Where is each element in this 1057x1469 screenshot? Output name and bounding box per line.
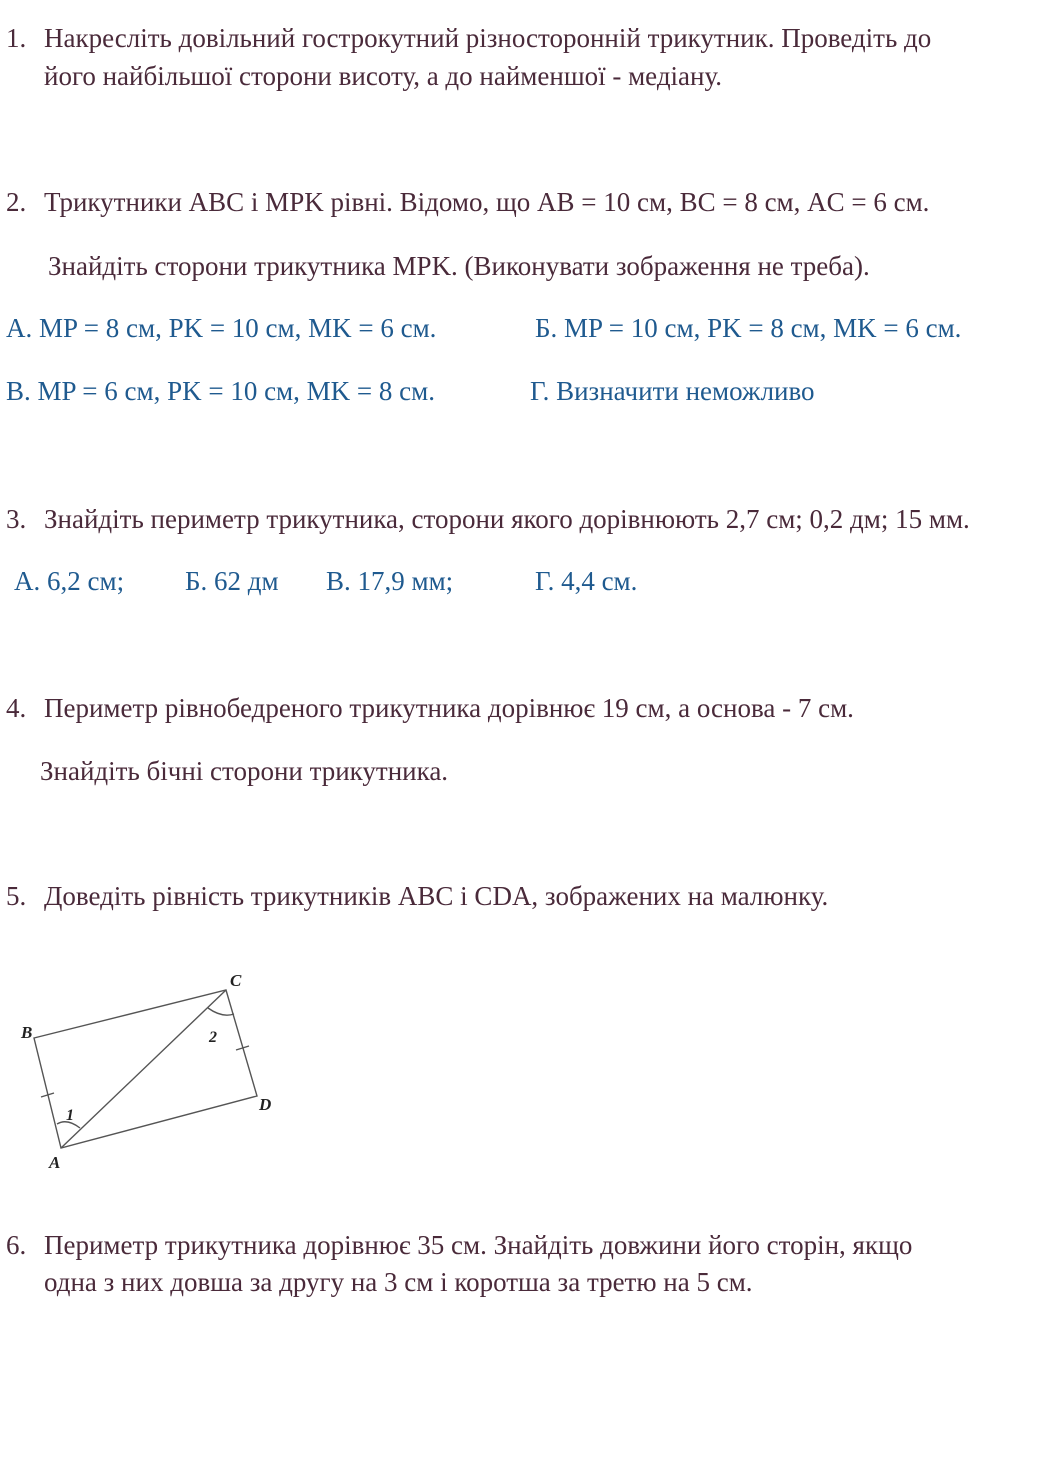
q1-line1 (6, 22, 931, 54)
q2-option-d: Г. Визначити неможливо (530, 376, 815, 406)
q3-option-c: В. 17,9 мм; (326, 566, 454, 596)
q6-number: 6. (6, 1230, 27, 1260)
parallelogram-figure (10, 960, 290, 1180)
q5-number: 5. (6, 881, 27, 911)
q4-number: 4. (6, 693, 27, 723)
q2-option-a: А. MP = 8 см, PK = 10 см, MK = 6 см. (6, 313, 437, 343)
q3-line1 (6, 503, 970, 535)
q6-text-line1: Периметр трикутника дорівнює 35 см. Знайдіть довжини його сторін, якщо (44, 1230, 913, 1260)
q6-line2: одна з них довша за другу на 3 см і коротша за третю на 5 см. (44, 1267, 753, 1297)
label-d: D (259, 1095, 272, 1114)
q1-number: 1. (6, 23, 27, 53)
q2-line1 (6, 186, 929, 218)
q4-text-line1: Периметр рівнобедреного трикутника дорівнює 19 см, а основа - 7 см. (44, 693, 854, 723)
angle-1-label: 1 (66, 1107, 74, 1124)
q2-line2: Знайдіть сторони трикутника MPK. (Виконувати зображення не треба). (48, 251, 870, 281)
diagonal-ac (61, 990, 226, 1148)
q3-option-b: Б. 62 дм (185, 566, 279, 596)
q2-option-c: В. MP = 6 см, PK = 10 см, MK = 8 см. (6, 376, 435, 406)
q3-option-d: Г. 4,4 см. (535, 566, 638, 596)
q2-number: 2. (6, 187, 27, 217)
angle-2-label: 2 (209, 1029, 217, 1046)
q1-text-line1: Накресліть довільний гострокутний різносторонній трикутник. Проведіть до (44, 23, 932, 53)
q5-line1 (6, 880, 828, 912)
angle-2-arc (208, 1008, 234, 1015)
label-c: C (230, 971, 242, 990)
q4-line2: Знайдіть бічні сторони трикутника. (40, 756, 449, 786)
parallelogram-abcd (34, 990, 257, 1148)
q1-line2: його найбільшої сторони висоту, а до найменшої - медіану. (44, 61, 723, 91)
label-b: B (21, 1023, 33, 1042)
q3-number: 3. (6, 504, 27, 534)
q2-text-line1: Трикутники ABC і MPK рівні. Відомо, що AB = 10 см, BC = 8 см, AC = 6 см. (44, 187, 930, 217)
q6-line1 (6, 1229, 912, 1261)
q3-text-line1: Знайдіть периметр трикутника, сторони якого дорівнюють 2,7 см; 0,2 дм; 15 мм. (44, 504, 970, 534)
label-a: A (49, 1153, 61, 1172)
q4-line1 (6, 692, 854, 724)
q3-option-a: А. 6,2 см; (14, 566, 125, 596)
q5-text-line1: Доведіть рівність трикутників ABC і CDA, зображених на малюнку. (44, 881, 829, 911)
q2-option-b: Б. MP = 10 см, PK = 8 см, MK = 6 см. (535, 313, 962, 343)
